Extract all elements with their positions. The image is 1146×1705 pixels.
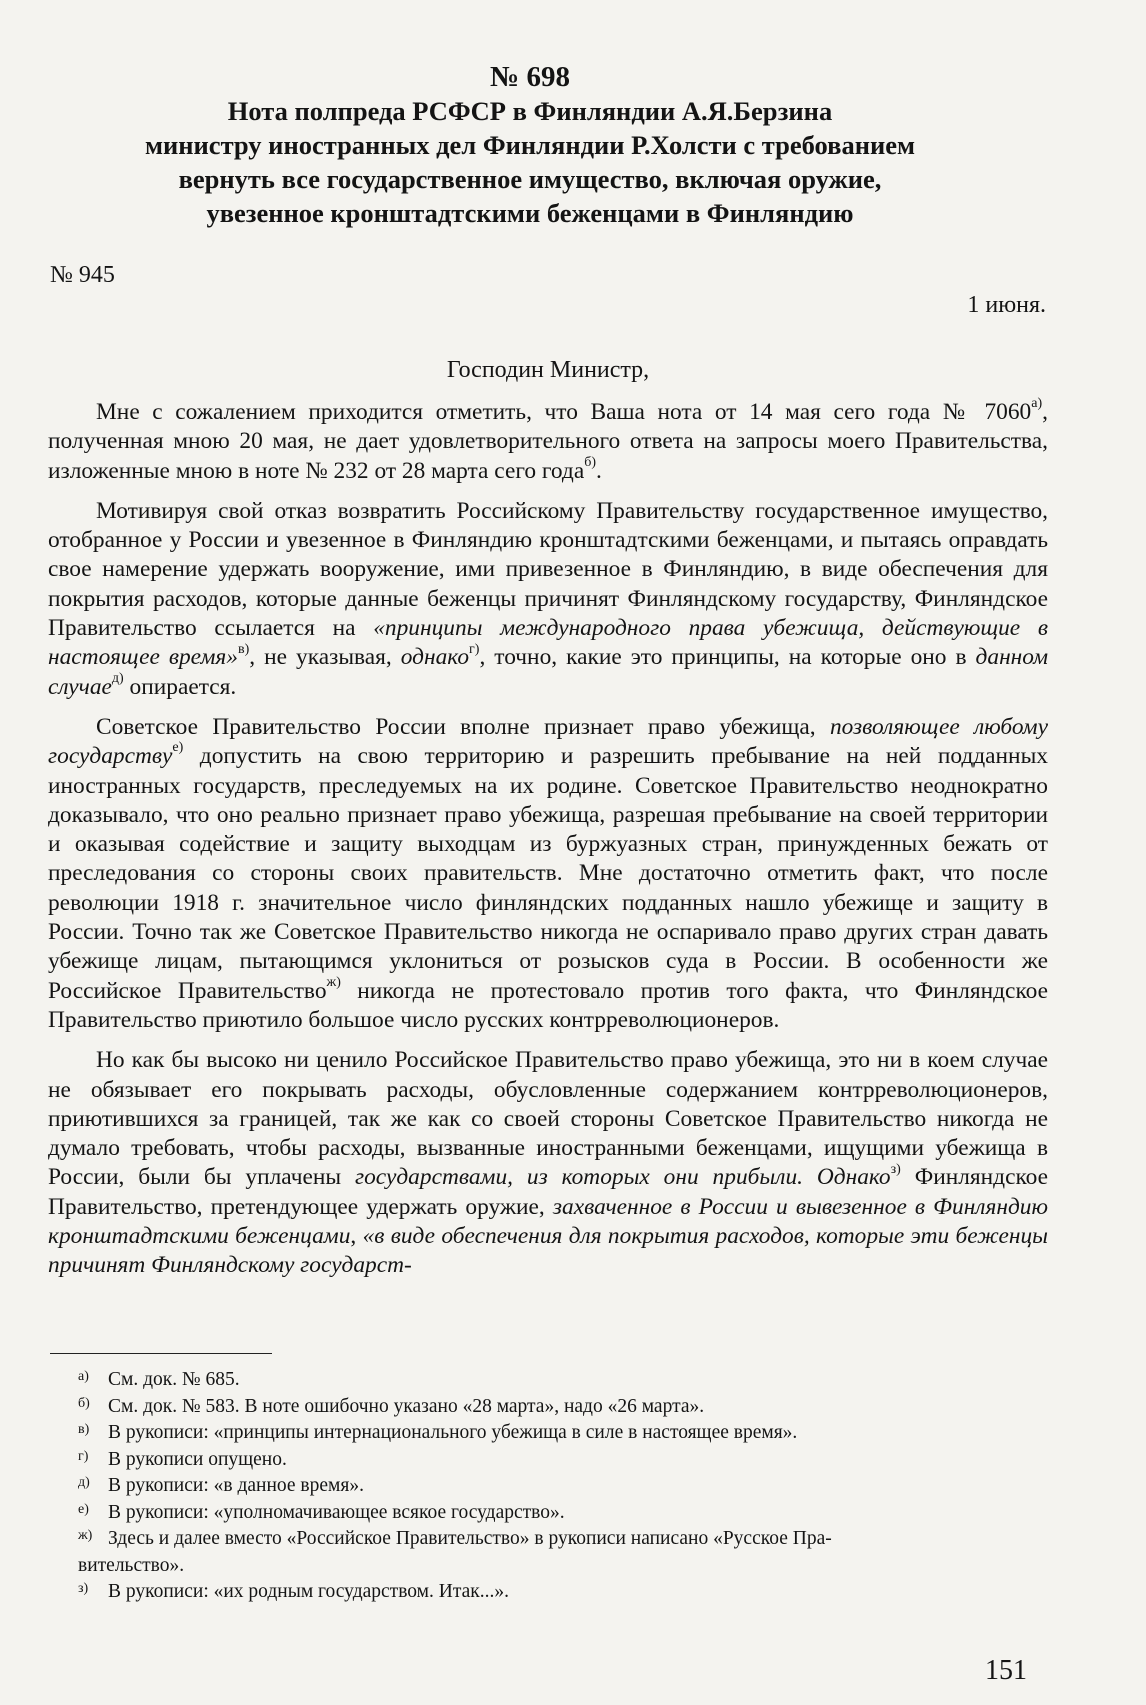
footnote [78, 1579, 1046, 1606]
italic-text: государствами, из которых они прибыли. Однако [354, 1164, 891, 1191]
footnote-mark: в) [78, 1422, 90, 1437]
footnote-ref: ж) [326, 974, 341, 990]
paragraph-4 [48, 1046, 1048, 1280]
title-line: министру иностранных дел Финляндии Р.Холсти с требованием [144, 130, 916, 160]
text: , [350, 1223, 363, 1250]
text: , не указывая, [249, 644, 401, 671]
footnote-mark: з) [78, 1581, 89, 1596]
text: Советское Правительство России вполне признает право убежища, [96, 713, 830, 740]
paragraph-3 [48, 713, 1048, 1035]
footnote-ref: з) [890, 1161, 901, 1177]
footnote-text: В рукописи: «уполномачивающее всякое государство». [108, 1501, 565, 1523]
footnote-ref: б) [584, 454, 596, 470]
text: , полученная мною 20 мая, не дает удовлетворительного ответа на запросы моего Правительства, изложенные мною в ноте № 232 от 28 марта сего года [48, 399, 1048, 484]
footnote-ref: е) [172, 740, 184, 756]
footnote [78, 1500, 1046, 1527]
footnote-mark: е) [78, 1501, 89, 1517]
italic-text: «в виде обеспечения для покрытия расходов, которые эти беженцы причинят Финляндскому государст- [48, 1223, 1048, 1279]
text: Мотивируя свой отказ возвратить Российскому Правительству государственное имущество, отобранное у России и увезенное в Финляндию кронштадтскими беженцами, и пытаясь оправдать свое намерение удержать вооружение, ими привезенное в Финляндию, в виде обеспечения для покрытия расходов, которые данные беженцы причинят Финляндскому государству, Финляндское Правительство ссылается на [48, 497, 1048, 642]
footnotes [78, 1367, 1046, 1606]
title-line: Нота полпреда РСФСР в Финляндии А.Я.Берзина [227, 96, 833, 126]
footnote-mark: а) [78, 1369, 89, 1384]
footnote [78, 1394, 1046, 1421]
footnote-text: См. док. № 685. [108, 1369, 240, 1390]
footnote [78, 1526, 1046, 1579]
footnote-ref: д) [111, 670, 124, 686]
footnote-continuation: вительство». [78, 1554, 185, 1576]
text: Но как бы высоко ни ценило Российское Правительство право убежища, это ни в коем случае не обязывает его покрывать расходы, обусловленные содержанием контрреволюционеров, приютившихся за границей, так же как со своей стороны Советское Правительство никогда не думало требовать, чтобы расходы, вызванные иностранными беженцами, ищущими убежища в России, были бы уплачены [48, 1047, 1048, 1191]
text: Мне с сожалением приходится отметить, что Ваша нота от 14 мая сего года № 7060 [96, 399, 1032, 425]
paragraph-1 [48, 398, 1048, 486]
note-date: 1 июня. [967, 292, 1046, 318]
page-number: 151 [985, 1655, 1027, 1686]
paragraph-2 [48, 497, 1048, 702]
text: опирается. [123, 673, 237, 700]
footnote-text: В рукописи: «в данное время». [108, 1475, 364, 1496]
footnote [78, 1367, 1046, 1394]
italic-text: однако [400, 644, 470, 671]
note-meta [50, 262, 1046, 322]
footnote-ref: г) [469, 641, 480, 657]
italic-text: «принципы международного права убежища, действующие в настоящее время» [48, 615, 1048, 671]
salutation: Господин Министр, [446, 357, 650, 383]
note-number: № 945 [50, 262, 115, 288]
italic-text: позволяющее любому государству [48, 713, 1048, 770]
text: , точно, какие это принципы, на которые оно в [479, 644, 976, 671]
note-body [48, 398, 1048, 1292]
footnote-ref: а) [1031, 396, 1043, 412]
document-number: № 698 [490, 61, 570, 93]
footnote [78, 1473, 1046, 1500]
footnote-ref: в) [237, 641, 250, 657]
footnote [78, 1420, 1046, 1447]
footnote-text: См. док. № 583. В ноте ошибочно указано «28 марта», надо «26 марта». [108, 1395, 705, 1417]
text: никогда не протестовало против того факта, что Финляндское Правительство приютило большое число русских контрреволюционеров. [48, 977, 1048, 1033]
title-line: вернуть все государственное имущество, включая оружие, [178, 164, 882, 194]
footnote-mark: г) [78, 1448, 89, 1464]
italic-text: данном случае [48, 644, 1049, 700]
document-header [100, 60, 960, 230]
text: Финляндское Правительство, претендующее удержать оружие, [48, 1164, 1049, 1220]
footnote-text: В рукописи: «их родным государством. Итак...». [108, 1581, 509, 1602]
footnote-text: Здесь и далее вместо «Российское Правительство» в рукописи написано «Русское Пра- [108, 1528, 832, 1549]
footnote-mark: д) [78, 1475, 90, 1490]
footnote-divider [50, 1353, 272, 1354]
italic-text: захваченное в России и вывезенное в Финляндию кронштадтскими беженцами [48, 1193, 1048, 1250]
footnote-mark: б) [78, 1395, 90, 1411]
text: . [596, 457, 602, 484]
footnote-mark: ж) [78, 1528, 93, 1543]
footnote [78, 1447, 1046, 1474]
footnote-text: В рукописи: «принципы интернационального убежища в силе в настоящее время». [108, 1422, 798, 1443]
title-line: увезенное кронштадтскими беженцами в Финляндию [206, 198, 854, 228]
text: допустить на свою территорию и разрешить пребывание на ней подданных иностранных государств, преследуемых на их родине. Советское Правительство неоднократно доказывало, что оно реально признает право убежища, разрешая пребывание на своей территории и оказывая содействие и защиту выходцам из буржуазных стран, принужденных бежать от преследования со стороны своих правительств. Мне достаточно отметить факт, что после революции 1918 г. значительное число финляндских подданных нашло убежище и защиту в России. Точно так же Советское Правительство никогда не оспаривало право других стран давать убежище лицам, пытающимся уклониться от розысков суда в России. В особенности же Российское Правительство [48, 743, 1048, 1004]
footnote-text: В рукописи опущено. [108, 1448, 287, 1470]
